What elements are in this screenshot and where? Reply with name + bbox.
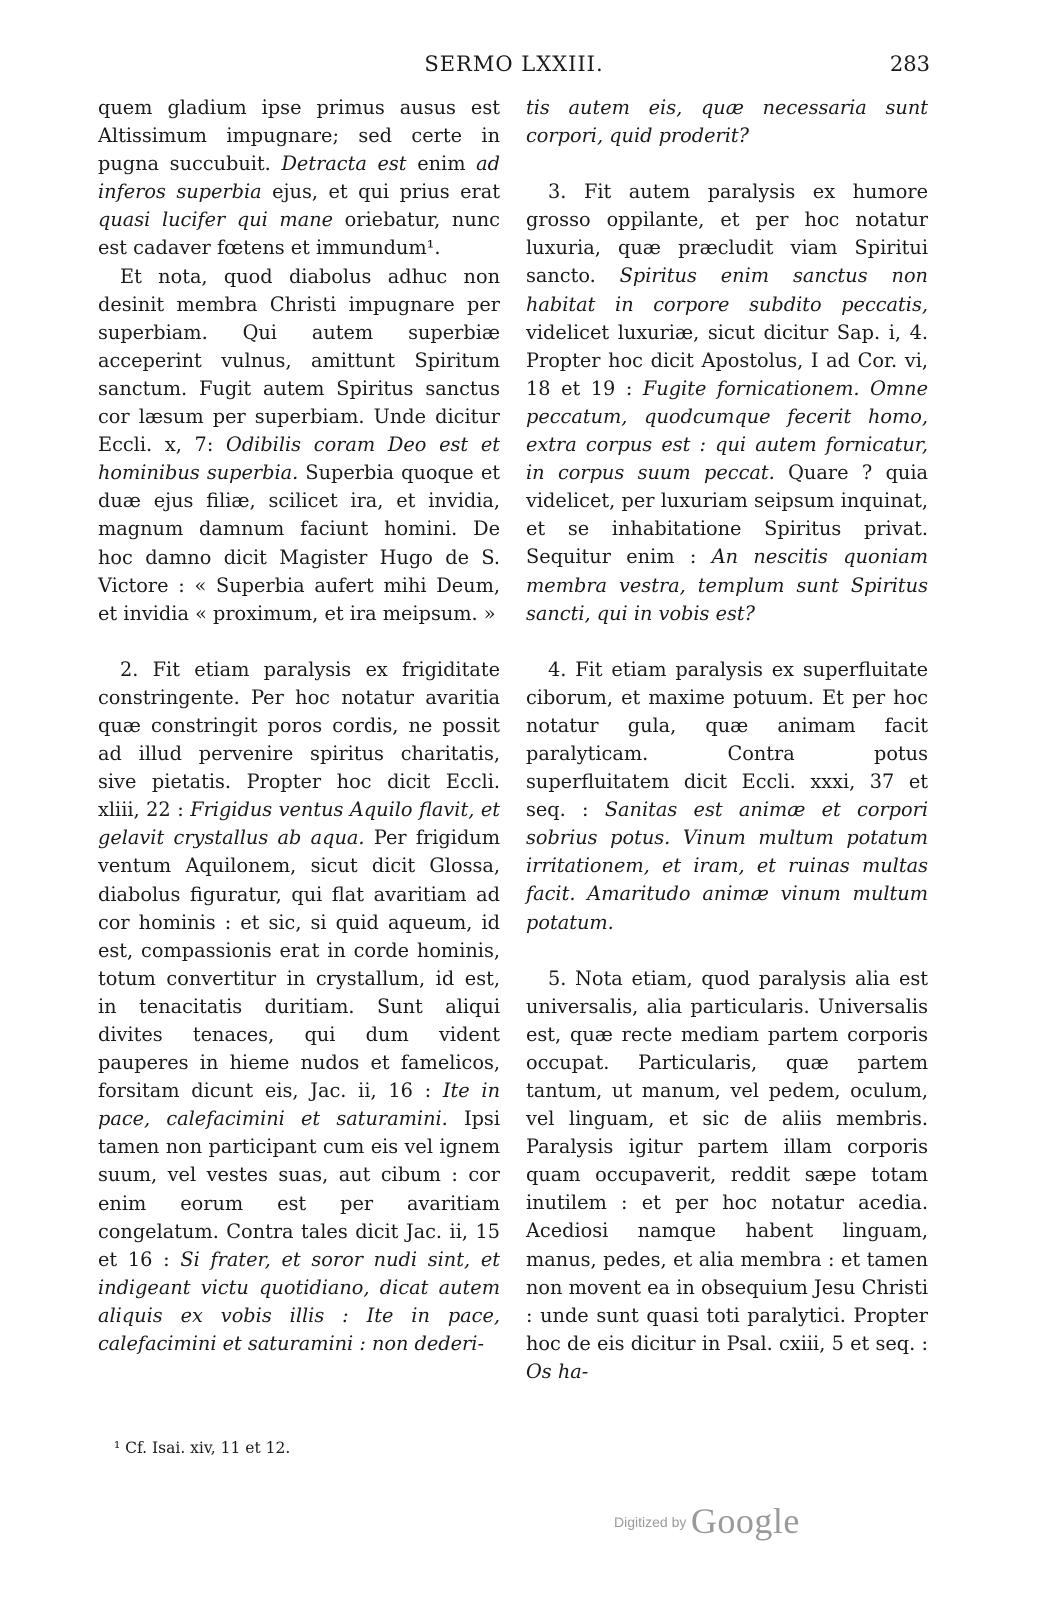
paragraph [526, 178, 928, 628]
text-run: 2. Fit etiam paralysis ex frigiditate constringente. Per hoc notatur avaritia quæ constringit poros cordis, ne possit ad illud pervenire spiritus charitatis, sive pietatis. Propter hoc dicit Eccli. xliii, 22 : [98, 657, 500, 822]
footnote: ¹ Cf. Isai. xiv, 11 et 12. [114, 1439, 291, 1457]
text-run: Ipsi tamen non participant cum eis vel ignem suum, vel vestes suas, aut cibum : cor enim eorum est per avaritiam congelatum. Contra tales dicit Jac. ii, 15 et 16 : [98, 1107, 500, 1271]
text-run: videlicet luxuriæ, sicut dicitur Sap. i, 4. Propter hoc dicit Apostolus, I ad Cor. vi, 18 et 19 : [526, 320, 928, 400]
paragraph [98, 656, 500, 1358]
italic-run: Detracta est [281, 152, 407, 176]
italic-run: Ite in pace, calefacimini et saturamini. [98, 1079, 500, 1131]
paragraph [98, 94, 500, 263]
paragraph [526, 94, 928, 150]
text-run: ejus, et qui prius erat [261, 180, 500, 204]
italic-run: Os ha- [526, 1359, 589, 1383]
paragraph [526, 656, 928, 937]
left-column [98, 94, 500, 1358]
italic-run: Odibilis coram Deo est et hominibus superbia. [98, 433, 500, 485]
italic-run: Spiritus enim sanctus non habitat in corpore subdito peccatis, [526, 264, 928, 316]
text-run: quem gladium ipse primus ausus est Altissimum impugnare; sed certe in pugna succubuit. [98, 96, 500, 176]
running-head: SERMO LXXIII. [424, 52, 604, 76]
text-run: 4. Fit etiam paralysis ex superfluitate ciborum, et maxime potuum. Et per hoc notatur gula, quæ animam facit paralyticam. Contra potus superfluitatem dicit Eccli. xxxi, 37 et seq. : [526, 657, 928, 822]
text-run: 3. Fit autem paralysis ex humore grosso oppilante, et per hoc notatur luxuria, quæ præcludit viam Spiritui sancto. [526, 180, 928, 288]
text-run: Et nota, quod diabolus adhuc non desinit membra Christi impugnare per superbiam. Qui autem superbiæ acceperint vulnus, amittunt Spiritum sanctum. Fugit autem Spiritus sanctus cor læsum per superbiam. Unde dicitur Eccli. x, 7: [98, 264, 500, 457]
paragraph [98, 263, 500, 628]
right-column [526, 94, 928, 1386]
paragraph [526, 965, 928, 1386]
italic-run: tis autem eis, quæ necessaria sunt corpori, quid proderit? [526, 96, 928, 148]
italic-run: ad inferos superbia [98, 152, 500, 204]
text-run: enim [406, 152, 477, 176]
text-run: Per frigidum ventum Aquilonem, sicut dicit Glossa, diabolus figuratur, qui flat avaritiam ad cor hominis : et sic, si quid aqueum, id est, compassionis erat in corde hominis, totum convertitur in crystallum, id est, in tenacitatis duritiam. Sunt aliqui divites tenaces, qui dum vident pauperes in hieme nudos et famelicos, forsitam dicunt eis, Jac. ii, 16 : [98, 826, 500, 1103]
italic-run: Fugite fornicationem. Omne peccatum, quodcumque fecerit homo, extra corpus est : qui autem fornicatur, in corpus suum peccat. [526, 376, 929, 485]
italic-run: Si frater, et soror nudi sint, et indigeant victu quotidiano, dicat autem aliquis ex vobis illis : Ite in pace, calefacimini et saturamini : non dederi- [98, 1247, 501, 1356]
text-run: Quare ? quia videlicet, per luxuriam seipsum inquinat, et se inhabitatione Spiritus privat. Sequitur enim : [526, 461, 928, 569]
page-number: 283 [889, 52, 930, 76]
text-run: oriebatur, nunc est cadaver fœtens et immundum¹. [98, 208, 500, 260]
text-run: 5. Nota etiam, quod paralysis alia est universalis, alia particularis. Universalis est, quæ recte mediam partem corporis occupat. Particularis, quæ partem tantum, ut manum, vel pedem, oculum, vel linguam, et sic de aliis membris. Paralysis igitur partem illam corporis quam occupaverit, reddit sæpe totam inutilem : et per hoc notatur acedia. Acediosi namque habent linguam, manus, pedes, et alia membra : et tamen non movent ea in obsequium Jesu Christi : unde sunt quasi toti paralytici. Propter hoc de eis dicitur in Psal. cxiii, 5 et seq. : [526, 966, 928, 1355]
watermark-prefix: Digitized by [614, 1514, 687, 1530]
page-header [98, 52, 930, 82]
google-logo: Google [690, 1501, 800, 1541]
italic-run: Frigidus ventus Aquilo flavit, et gelavit crystallus ab aqua. [98, 798, 500, 850]
italic-run: Sanitas est animæ et corpori sobrius potus. Vinum multum potatum irritationem, et iram, et ruinas multas facit. Amaritudo animæ vinum multum potatum. [526, 798, 929, 934]
digitized-watermark [614, 1500, 800, 1546]
italic-run: An nescitis quoniam membra vestra, templum sunt Spiritus sancti, qui in vobis est? [526, 545, 928, 625]
text-run: Superbia quoque et duæ ejus filiæ, scilicet ira, et invidia, magnum damnum faciunt homini. De hoc damno dicit Magister Hugo de S. Victore : « Superbia aufert mihi Deum, et invidia « proximum, et ira meipsum. » [98, 461, 501, 625]
italic-run: quasi lucifer qui mane [98, 208, 334, 232]
